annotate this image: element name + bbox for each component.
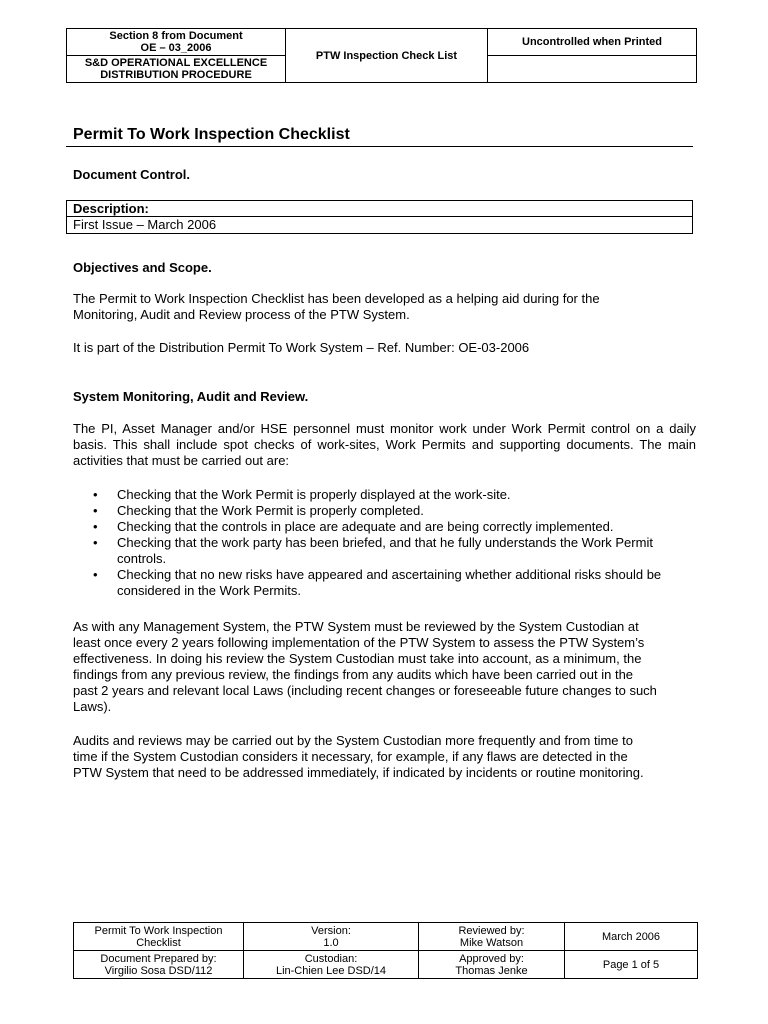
- footer-prepared-label: Document Prepared by:: [100, 952, 217, 965]
- list-item: [73, 535, 696, 567]
- audits-paragraph: [73, 733, 696, 781]
- review-line: findings from any previous review, the findings from any audits which have been carried out in the: [73, 667, 634, 682]
- review-line: past 2 years and relevant local Laws (including recent changes or foreseeable future changes to such: [73, 683, 657, 698]
- list-item: [73, 567, 696, 599]
- header-dept-line2: DISTRIBUTION PROCEDURE: [100, 69, 252, 81]
- bullet-icon: •: [93, 519, 98, 534]
- description-label: Description:: [67, 201, 692, 217]
- footer-custodian-label: Custodian:: [304, 952, 358, 965]
- footer-prepared-value: Virgilio Sosa DSD/112: [104, 964, 213, 977]
- footer-version-value: 1.0: [323, 936, 339, 949]
- document-header-table: [66, 28, 697, 83]
- review-line: least once every 2 years following implementation of the PTW System to assess the PTW System’s: [73, 635, 645, 650]
- footer-custodian-value: Lin-Chien Lee DSD/14: [275, 964, 387, 977]
- list-item: [73, 519, 696, 535]
- review-line: effectiveness. In doing his review the System Custodian must take into account, as a minimum, the: [73, 651, 642, 666]
- list-item-text: Checking that the work party has been briefed, and that he fully understands the Work Permit controls.: [117, 535, 653, 566]
- description-value: First Issue – March 2006: [73, 217, 217, 232]
- footer-approved-value: Thomas Jenke: [455, 964, 528, 977]
- header-empty-cell: [488, 56, 696, 82]
- footer-doc-title-line2: Checklist: [136, 936, 181, 949]
- description-table: [66, 200, 693, 234]
- footer-custodian-cell: [244, 950, 418, 978]
- footer-reviewed-cell: [419, 923, 564, 950]
- document-control-heading: Document Control.: [73, 167, 190, 182]
- footer-doc-title-line1: Permit To Work Inspection: [94, 924, 223, 937]
- bullet-icon: •: [93, 567, 98, 582]
- footer-approved-label: Approved by:: [459, 952, 524, 965]
- footer-date: March 2006: [601, 930, 661, 943]
- list-item-text: Checking that the Work Permit is properly completed.: [117, 503, 424, 518]
- header-section-line1: Section 8 from Document: [109, 30, 243, 42]
- list-item: [73, 487, 696, 503]
- header-right-column: [488, 29, 696, 82]
- footer-version-label: Version:: [311, 924, 351, 937]
- header-notice: Uncontrolled when Printed: [488, 29, 696, 56]
- header-dept-line1: S&D OPERATIONAL EXCELLENCE: [84, 57, 268, 69]
- review-line: Laws).: [73, 699, 112, 714]
- review-paragraph: [73, 619, 696, 715]
- objectives-para1-line2: Monitoring, Audit and Review process of the PTW System.: [73, 307, 410, 322]
- header-dept-cell: [67, 56, 285, 82]
- objectives-paragraph-1: [73, 291, 696, 323]
- bullet-icon: •: [93, 503, 98, 518]
- footer-col-version: [244, 923, 419, 978]
- footer-col-review: [419, 923, 565, 978]
- list-item-text: Checking that the Work Permit is properly displayed at the work-site.: [117, 487, 511, 502]
- bullet-icon: •: [93, 487, 98, 502]
- list-item-text: Checking that no new risks have appeared and ascertaining whether additional risks should be considered in the Work Permits.: [117, 567, 662, 598]
- page-title: Permit To Work Inspection Checklist: [73, 126, 350, 143]
- footer-prepared-cell: [74, 950, 243, 978]
- title-underline: [66, 146, 693, 147]
- audits-line: Audits and reviews may be carried out by the System Custodian more frequently and from time to: [73, 733, 633, 748]
- monitoring-heading: System Monitoring, Audit and Review.: [73, 389, 309, 404]
- list-item-text: Checking that the controls in place are adequate and are being correctly implemented.: [117, 519, 614, 534]
- header-section-line2: OE – 03_2006: [140, 42, 212, 54]
- objectives-paragraph-2: It is part of the Distribution Permit To Work System – Ref. Number: OE-03-2006: [73, 340, 530, 355]
- monitoring-intro: The PI, Asset Manager and/or HSE personnel must monitor work under Work Permit control on a daily basis. This shall include spot checks of work-sites, Work Permits and supporting documents. The main activities that must be carried out are:: [73, 421, 696, 468]
- header-section-cell: [67, 29, 285, 56]
- audits-line: time if the System Custodian considers it necessary, for example, if any flaws are detected in the: [73, 749, 628, 764]
- footer-doc-title-cell: [74, 923, 243, 950]
- objectives-para1-line1: The Permit to Work Inspection Checklist has been developed as a helping aid during for the: [73, 291, 600, 306]
- review-line: As with any Management System, the PTW System must be reviewed by the System Custodian at: [73, 619, 639, 634]
- header-doc-name: PTW Inspection Check List: [286, 29, 488, 82]
- document-footer-table: [73, 922, 698, 979]
- footer-approved-cell: [419, 950, 564, 978]
- activities-list: [73, 487, 696, 599]
- footer-col-meta: [565, 923, 697, 978]
- footer-version-cell: [244, 923, 418, 950]
- list-item: [73, 503, 696, 519]
- footer-col-document: [74, 923, 244, 978]
- audits-line: PTW System that need to be addressed immediately, if indicated by incidents or routine monitoring.: [73, 765, 644, 780]
- footer-page-number: Page 1 of 5: [565, 950, 697, 978]
- bullet-icon: •: [93, 535, 98, 550]
- objectives-heading: Objectives and Scope.: [73, 260, 212, 275]
- header-left-column: [67, 29, 286, 82]
- footer-reviewed-value: Mike Watson: [459, 936, 524, 949]
- footer-reviewed-label: Reviewed by:: [458, 924, 525, 937]
